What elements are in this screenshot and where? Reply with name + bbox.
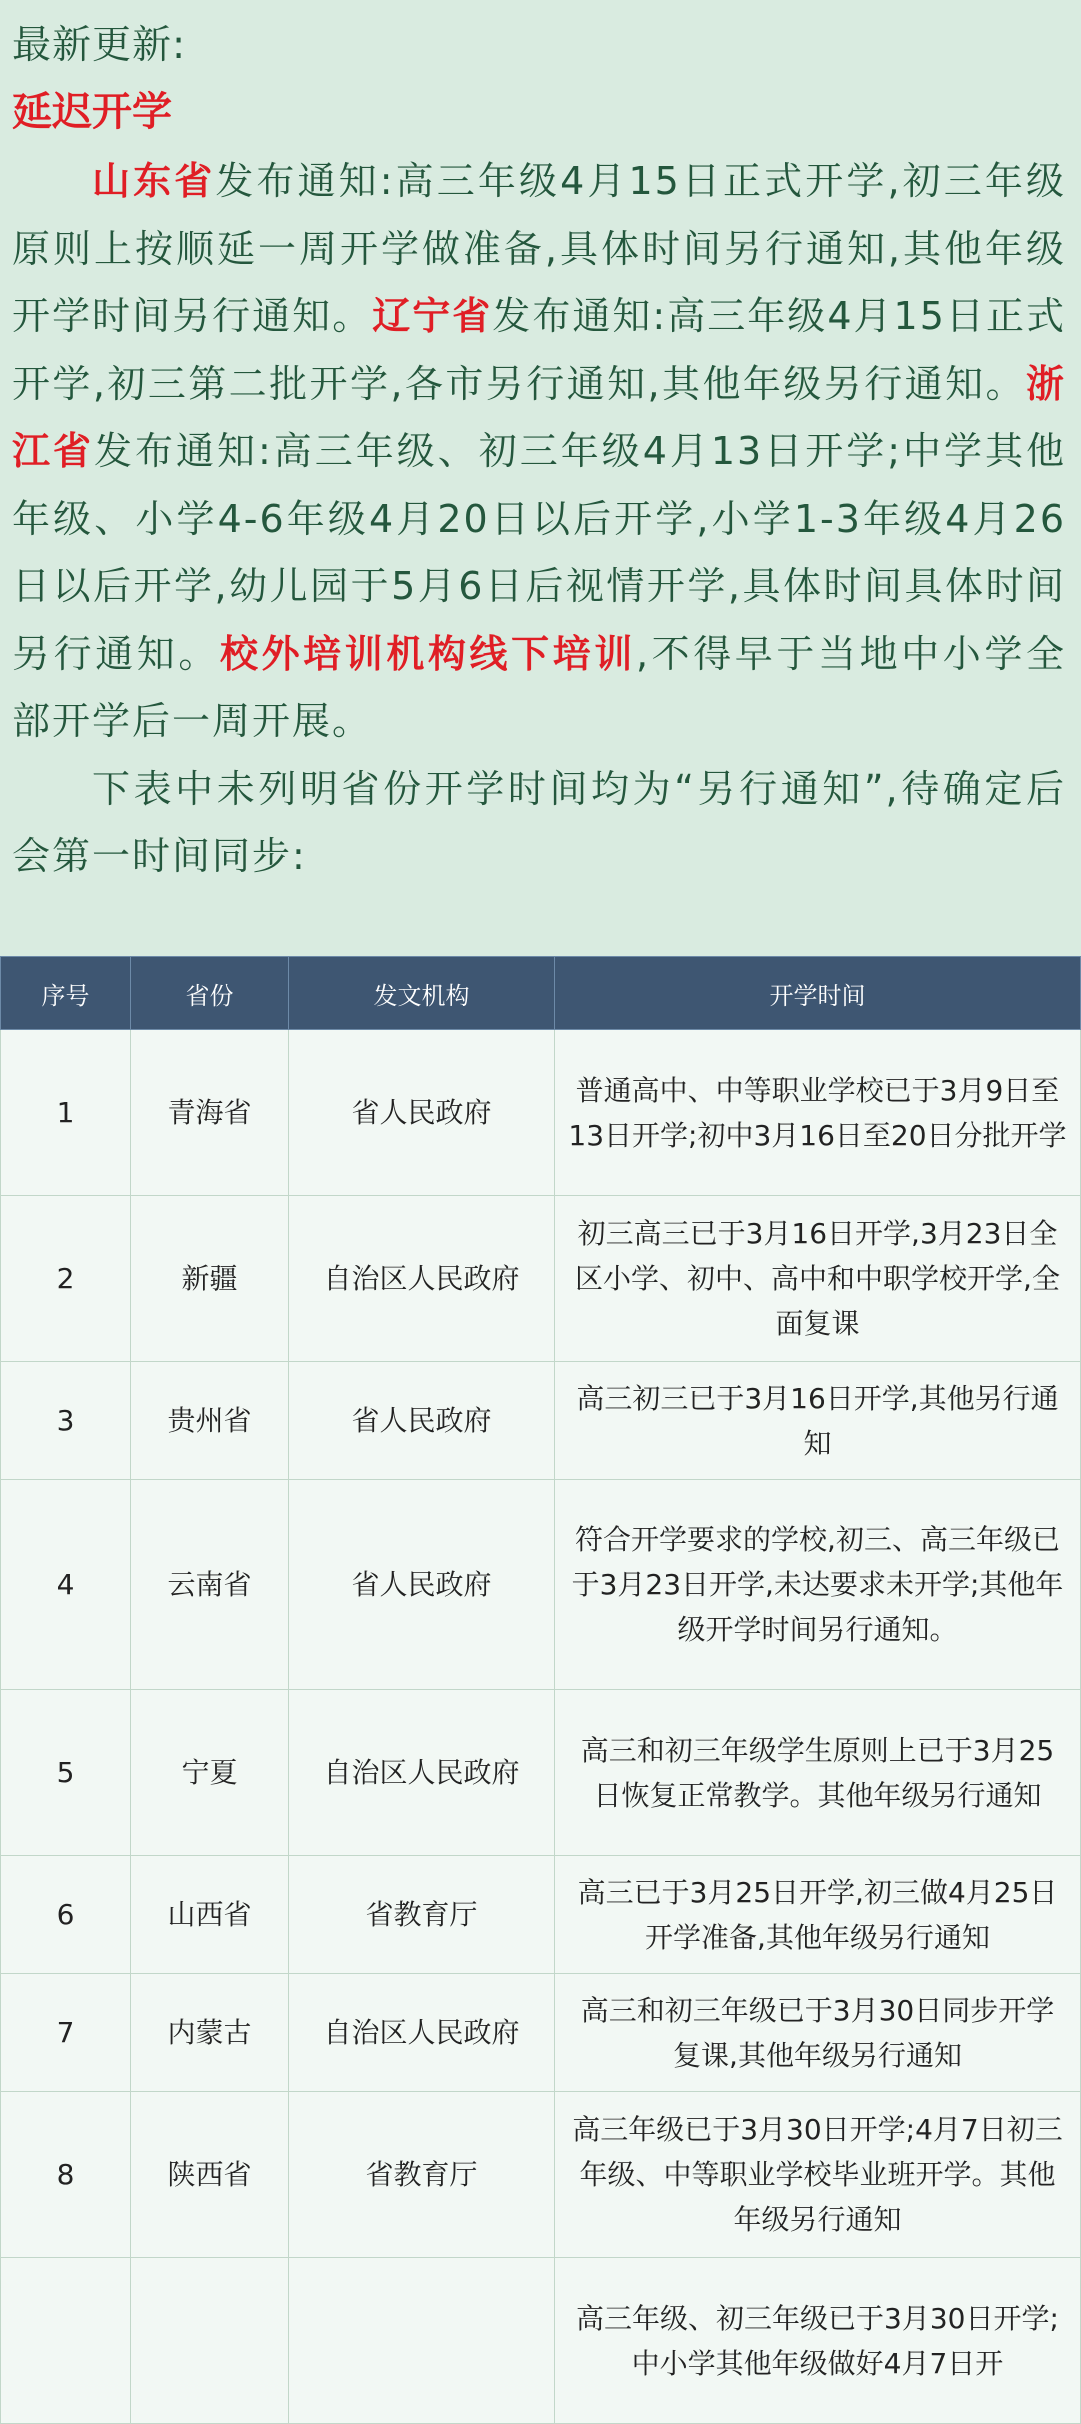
cell-time: 高三年级已于3月30日开学;4月7日初三年级、中等职业学校毕业班开学。其他年级另行通知 xyxy=(555,2092,1081,2258)
cell-org: 自治区人民政府 xyxy=(289,1690,555,1856)
cell-no: 6 xyxy=(1,1856,131,1974)
table-row xyxy=(1,1690,1081,1856)
column-header-time: 开学时间 xyxy=(555,957,1081,1030)
cell-time: 初三高三已于3月16日开学,3月23日全区小学、初中、高中和中职学校开学,全面复课 xyxy=(555,1196,1081,1362)
cell-province: 云南省 xyxy=(131,1480,289,1690)
table-row xyxy=(1,2092,1081,2258)
cell-no: 3 xyxy=(1,1362,131,1480)
table-row xyxy=(1,1974,1081,2092)
cell-org: 省教育厅 xyxy=(289,2092,555,2258)
cell-org: 自治区人民政府 xyxy=(289,1974,555,2092)
column-header-no: 序号 xyxy=(1,957,131,1030)
cell-province: 内蒙古 xyxy=(131,1974,289,2092)
notice-paragraph xyxy=(12,148,1066,756)
training-text: ,不得早于当地中小学全部开学后一周开展。 xyxy=(12,631,1066,743)
cell-province: 山西省 xyxy=(131,1856,289,1974)
cell-no: 2 xyxy=(1,1196,131,1362)
table-row xyxy=(1,1362,1081,1480)
liaoning-highlight: 辽宁省 xyxy=(372,294,493,338)
cell-province: 贵州省 xyxy=(131,1362,289,1480)
shandong-text: 发布通知:高三年级4月15日正式开学,初三年级原则上按顺延一周开学做准备,具体时间另行通知,其他年级开学时间另行通知。 xyxy=(12,159,1066,338)
cell-province: 新疆 xyxy=(131,1196,289,1362)
table-intro-paragraph: 下表中未列明省份开学时间均为“另行通知”,待确定后会第一时间同步: xyxy=(12,766,1066,878)
table-row xyxy=(1,2258,1081,2424)
cell-province: 宁夏 xyxy=(131,1690,289,1856)
column-header-province: 省份 xyxy=(131,957,289,1030)
cell-org xyxy=(289,2258,555,2424)
cell-org: 省人民政府 xyxy=(289,1480,555,1690)
cell-no: 8 xyxy=(1,2092,131,2258)
announcement-section xyxy=(0,0,1080,891)
cell-time: 高三和初三年级已于3月30日同步开学复课,其他年级另行通知 xyxy=(555,1974,1081,2092)
cell-time: 高三初三已于3月16日开学,其他另行通知 xyxy=(555,1362,1081,1480)
cell-org: 省教育厅 xyxy=(289,1856,555,1974)
cell-province: 陕西省 xyxy=(131,2092,289,2258)
cell-no: 4 xyxy=(1,1480,131,1690)
cell-province: 青海省 xyxy=(131,1030,289,1196)
cell-org: 省人民政府 xyxy=(289,1030,555,1196)
zhejiang-text: 发布通知:高三年级、初三年级4月13日开学;中学其他年级、小学4-6年级4月20日以后开学,小学1-3年级4月26日以后开学,幼儿园于5月6日后视情开学,具体时间具体时间另行通知。 xyxy=(12,429,1066,676)
table-row xyxy=(1,1030,1081,1196)
liaoning-text: 发布通知:高三年级4月15日正式开学,初三第二批开学,各市另行通知,其他年级另行通知。 xyxy=(12,294,1066,406)
latest-update-label: 最新更新: xyxy=(12,23,187,68)
school-opening-table xyxy=(0,956,1081,2424)
cell-no: 1 xyxy=(1,1030,131,1196)
shandong-highlight: 山东省 xyxy=(92,159,216,203)
delay-heading: 延迟开学 xyxy=(12,89,172,135)
cell-time: 高三年级、初三年级已于3月30日开学;中小学其他年级做好4月7日开 xyxy=(555,2258,1081,2424)
training-highlight: 校外培训机构线下培训 xyxy=(219,631,636,676)
cell-time: 高三和初三年级学生原则上已于3月25日恢复正常教学。其他年级另行通知 xyxy=(555,1690,1081,1856)
table-row xyxy=(1,1196,1081,1362)
cell-org: 自治区人民政府 xyxy=(289,1196,555,1362)
cell-province xyxy=(131,2258,289,2424)
zhejiang-highlight: 浙江省 xyxy=(12,361,1066,473)
cell-org: 省人民政府 xyxy=(289,1362,555,1480)
column-header-org: 发文机构 xyxy=(289,957,555,1030)
cell-time: 符合开学要求的学校,初三、高三年级已于3月23日开学,未达要求未开学;其他年级开学时间另行通知。 xyxy=(555,1480,1081,1690)
table-row xyxy=(1,1856,1081,1974)
cell-no xyxy=(1,2258,131,2424)
cell-no: 7 xyxy=(1,1974,131,2092)
table-header-row xyxy=(1,957,1081,1030)
cell-time: 高三已于3月25日开学,初三做4月25日开学准备,其他年级另行通知 xyxy=(555,1856,1081,1974)
cell-time: 普通高中、中等职业学校已于3月9日至13日开学;初中3月16日至20日分批开学 xyxy=(555,1030,1081,1196)
table-row xyxy=(1,1480,1081,1690)
cell-no: 5 xyxy=(1,1690,131,1856)
